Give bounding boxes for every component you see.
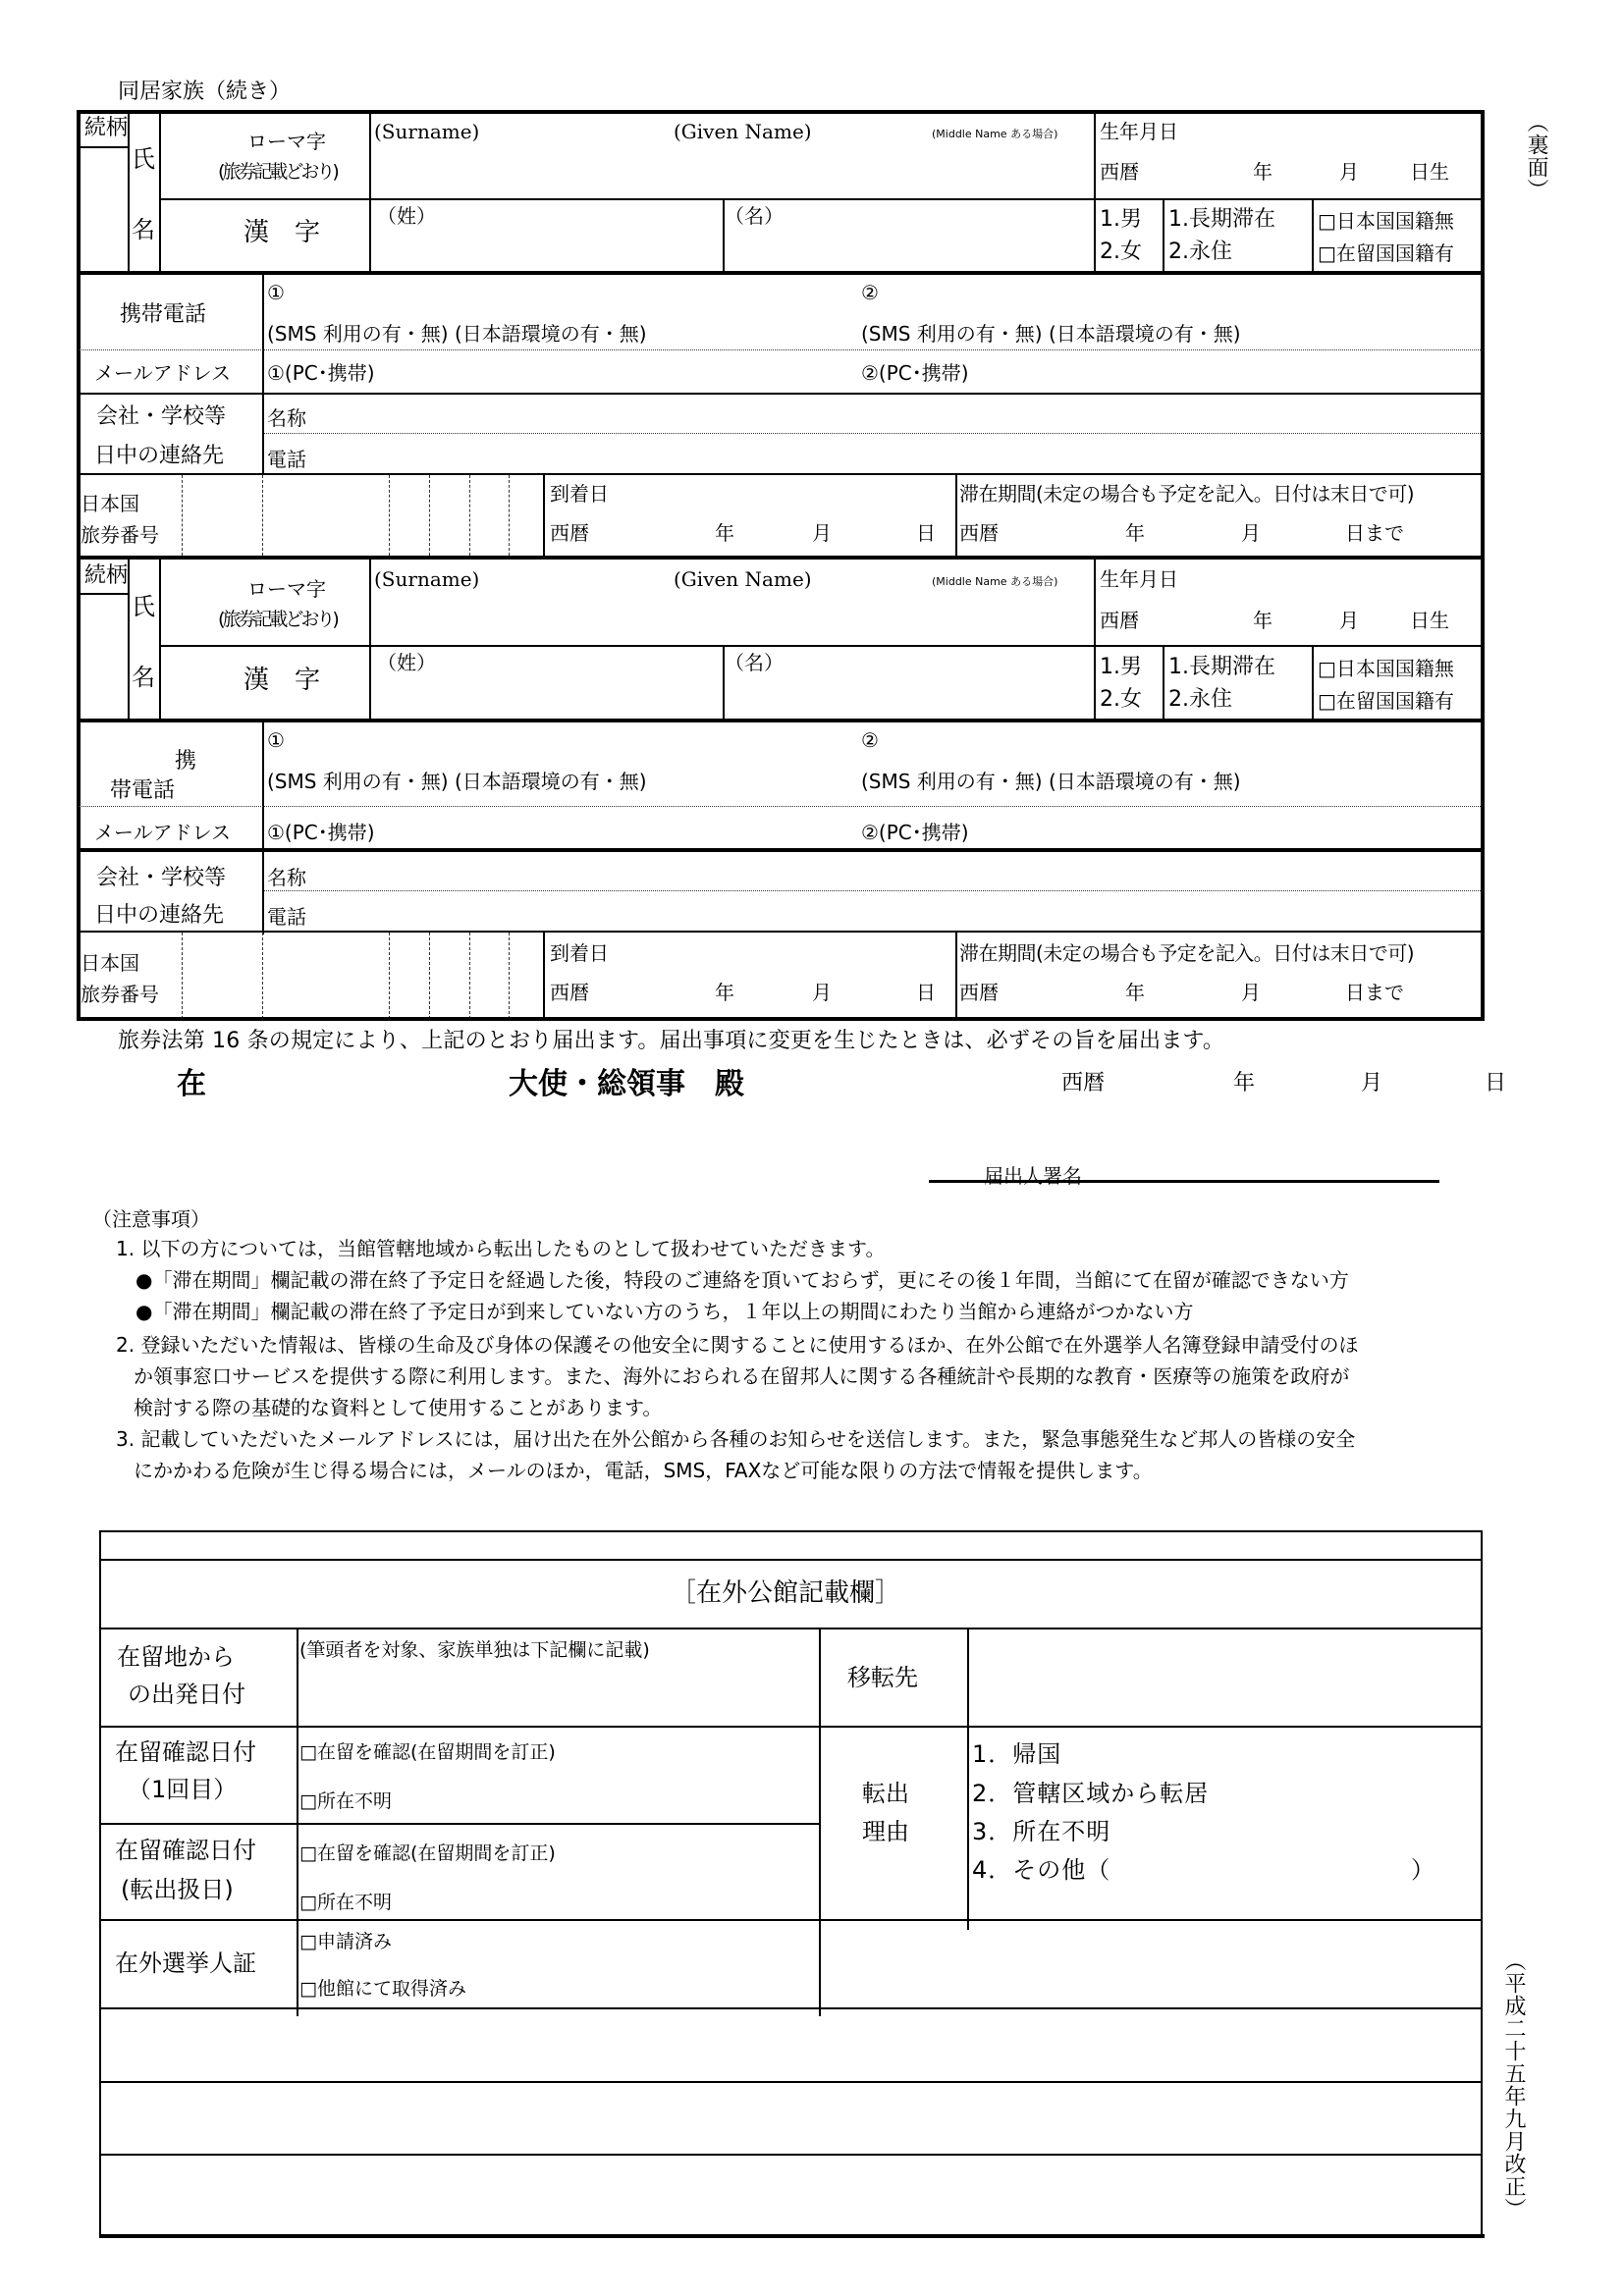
passport-label-1: 日本国 — [81, 492, 139, 515]
mei-label: （名） — [725, 204, 784, 228]
nationality-checkbox-japan-none[interactable]: □日本国国籍無 — [1318, 209, 1454, 233]
stay-option-long-term[interactable]: 1.長期滞在 — [1168, 655, 1275, 679]
company-name-input[interactable]: 名称 — [267, 866, 306, 889]
name-label-mei: 名 — [132, 664, 155, 691]
reason-option-unknown[interactable]: 3．所在不明 — [972, 1818, 1111, 1845]
kanji-label: 漢 字 — [244, 218, 321, 247]
company-name-input[interactable]: 名称 — [267, 406, 306, 430]
arrival-month: 月 — [812, 981, 832, 1004]
passport-label-1: 日本国 — [81, 951, 139, 975]
signature-label: 届出人署名 — [984, 1164, 1082, 1188]
stay-option-permanent[interactable]: 2.永住 — [1168, 240, 1232, 264]
birth-month-label: 月 — [1339, 609, 1359, 632]
office-section-title: ［在外公館記載欄］ — [671, 1578, 901, 1608]
confirm2-label-2: (転出扱日) — [121, 1876, 234, 1903]
voter-notes-input[interactable] — [823, 1923, 1479, 2005]
date-month: 月 — [1361, 1071, 1383, 1095]
period-month: 月 — [1241, 981, 1261, 1004]
mei-label: （名） — [725, 651, 784, 674]
company-label-1: 会社・学校等 — [96, 404, 227, 429]
notes-title: （注意事項） — [92, 1207, 210, 1231]
confirm2-option-confirmed[interactable]: □在留を確認(在留期間を訂正) — [299, 1842, 556, 1864]
arrival-day: 日 — [916, 981, 936, 1004]
surname-label: (Surname) — [374, 120, 480, 143]
reason-label-1: 転出 — [862, 1780, 909, 1807]
given-name-label: (Given Name) — [674, 567, 812, 591]
reason-option-return[interactable]: 1．帰国 — [972, 1740, 1062, 1768]
phone1-sms-note[interactable]: (SMS 利用の有・無) (日本語環境の有・無) — [267, 770, 647, 793]
date-day: 日 — [1485, 1071, 1507, 1095]
sex-option-female[interactable]: 2.女 — [1100, 240, 1142, 264]
relationship-label: 続柄 — [84, 116, 129, 140]
confirm1-label-1: 在留確認日付 — [115, 1738, 256, 1766]
departure-label-2: の出発日付 — [128, 1681, 245, 1708]
stay-option-long-term[interactable]: 1.長期滞在 — [1168, 207, 1275, 232]
name-label-shi: 氏 — [132, 593, 155, 620]
romaji-sublabel: (旅券記載どおり) — [218, 609, 337, 630]
mobile-label: 携帯電話 — [120, 302, 207, 327]
birth-month-label: 月 — [1339, 160, 1359, 184]
email2-input[interactable]: ②(PC･携帯) — [861, 361, 969, 385]
departure-note: (筆頭者を対象、家族単独は下記欄に記載) — [299, 1639, 650, 1661]
sex-option-male[interactable]: 1.男 — [1100, 207, 1142, 232]
birth-day-label: 日生 — [1410, 609, 1449, 632]
period-day: 日まで — [1345, 981, 1404, 1004]
voter-card-label: 在外選挙人証 — [115, 1949, 256, 1977]
company-label-1: 会社・学校等 — [96, 866, 227, 890]
sei-label: （姓） — [377, 204, 436, 228]
office-memo-row-2[interactable] — [103, 2085, 1479, 2152]
phone2-input[interactable] — [889, 277, 1468, 316]
mobile-label-part-b: 帯電話 — [110, 778, 176, 803]
nationality-checkbox-japan-none[interactable]: □日本国国籍無 — [1318, 657, 1454, 680]
reason-other-input[interactable] — [1056, 1855, 1410, 1885]
passport-label-2: 旅券番号 — [81, 983, 159, 1006]
addressee-prefix: 在 — [177, 1067, 206, 1101]
email-label: メールアドレス — [94, 821, 231, 844]
birth-day-label: 日生 — [1410, 160, 1449, 184]
confirm1-option-unknown[interactable]: □所在不明 — [299, 1790, 392, 1812]
company-label-2: 日中の連絡先 — [94, 444, 225, 468]
passport-label-2: 旅券番号 — [81, 523, 159, 547]
section-title: 同居家族（続き） — [118, 80, 292, 104]
note-bullet-2: ●「滞在期間」欄記載の滞在終了予定日が到来していない方のうち，１年以上の期間にわたり当館から連絡がつかない方 — [135, 1300, 1194, 1323]
phone1-mark: ① — [267, 728, 285, 752]
phone1-sms-note[interactable]: (SMS 利用の有・無) (日本語環境の有・無) — [267, 322, 647, 346]
passport-number-input[interactable] — [185, 934, 540, 1015]
surname-label: (Surname) — [374, 567, 480, 591]
period-seireki: 西暦 — [959, 521, 999, 545]
signature-line[interactable] — [929, 1180, 1439, 1183]
company-label-2: 日中の連絡先 — [94, 903, 225, 928]
note-item-1: 1. 以下の方については，当館管轄地域から転出したものとして扱わせていただきます。 — [116, 1237, 886, 1260]
confirm2-label-1: 在留確認日付 — [115, 1837, 256, 1864]
voter-option-other-post[interactable]: □他館にて取得済み — [299, 1978, 466, 2000]
confirm2-option-unknown[interactable]: □所在不明 — [299, 1892, 392, 1913]
kanji-given-name-input[interactable] — [727, 232, 1092, 269]
kanji-surname-input[interactable] — [373, 679, 721, 717]
destination-label: 移転先 — [847, 1664, 918, 1691]
romaji-name-input[interactable] — [373, 593, 1092, 644]
reason-option-moved[interactable]: 2．管轄区域から転居 — [972, 1780, 1210, 1807]
email-label: メールアドレス — [94, 361, 231, 385]
note-item-2-line-3: 検討する際の基礎的な資料として使用することがあります。 — [134, 1396, 663, 1419]
note-item-2-line-1: 2. 登録いただいた情報は、皆様の生命及び身体の保護その他安全に関することに使用するほか、在外公館で在外選挙人名簿登録申請受付のほ — [116, 1333, 1359, 1357]
reason-option-other[interactable]: 4．その他（ — [972, 1856, 1111, 1884]
period-year: 年 — [1125, 521, 1145, 545]
reason-other-close: ） — [1411, 1856, 1435, 1884]
phone1-mark: ① — [267, 281, 285, 304]
departure-date-input[interactable] — [300, 1669, 817, 1724]
romaji-label: ローマ字 — [247, 130, 326, 153]
company-phone-input[interactable]: 電話 — [267, 905, 306, 929]
relationship-input[interactable] — [79, 149, 128, 271]
romaji-label: ローマ字 — [247, 577, 326, 601]
email1-input[interactable]: ①(PC･携帯) — [267, 821, 375, 844]
phone1-input[interactable] — [295, 277, 844, 316]
nationality-checkbox-residence-has[interactable]: □在留国国籍有 — [1318, 689, 1454, 713]
middle-name-label: (Middle Name ある場合) — [932, 128, 1058, 140]
birth-year-label: 年 — [1253, 160, 1272, 184]
arrival-year: 年 — [715, 981, 734, 1004]
period-day: 日まで — [1345, 521, 1404, 545]
name-label-mei: 名 — [132, 216, 155, 243]
kanji-given-name-input[interactable] — [727, 679, 1092, 717]
sex-option-female[interactable]: 2.女 — [1100, 687, 1142, 712]
destination-input[interactable] — [971, 1631, 1479, 1724]
name-label-shi: 氏 — [132, 145, 155, 173]
given-name-label: (Given Name) — [674, 120, 812, 143]
addressee-suffix: 大使・総領事 殿 — [509, 1067, 744, 1101]
relationship-input[interactable] — [79, 597, 128, 719]
relationship-label: 続柄 — [84, 563, 129, 588]
company-phone-input[interactable]: 電話 — [267, 448, 306, 471]
revision-note: （平成二十五年九月改正） — [1501, 1949, 1526, 2220]
confirm1-option-confirmed[interactable]: □在留を確認(在留期間を訂正) — [299, 1741, 556, 1763]
romaji-sublabel: (旅券記載どおり) — [218, 161, 337, 183]
kanji-label: 漢 字 — [244, 666, 321, 695]
mobile-label-part-a: 携 — [175, 749, 197, 774]
birth-seireki-label: 西暦 — [1100, 609, 1139, 632]
arrival-day: 日 — [916, 521, 936, 545]
office-memo-row-1[interactable] — [103, 2011, 1479, 2079]
birthdate-label: 生年月日 — [1100, 120, 1178, 143]
period-label: 滞在期間(未定の場合も予定を記入。日付は末日で可) — [959, 941, 1415, 965]
phone2-mark: ② — [861, 281, 879, 304]
email1-input[interactable]: ①(PC･携帯) — [267, 361, 375, 385]
middle-name-label: (Middle Name ある場合) — [932, 575, 1058, 588]
kanji-surname-input[interactable] — [373, 232, 721, 269]
period-seireki: 西暦 — [959, 981, 999, 1004]
passport-number-input[interactable] — [185, 477, 540, 554]
side-label-back-page: （裏面） — [1524, 111, 1548, 201]
reason-label-2: 理由 — [862, 1818, 909, 1845]
phone2-sms-note[interactable]: (SMS 利用の有・無) (日本語環境の有・無) — [861, 770, 1241, 793]
period-year: 年 — [1125, 981, 1145, 1004]
birth-seireki-label: 西暦 — [1100, 160, 1139, 184]
declaration-text: 旅券法第 16 条の規定により、上記のとおり届出ます。届出事項に変更を生じたときは、必ずその旨を届出ます。 — [118, 1029, 1225, 1053]
note-bullet-1: ●「滞在期間」欄記載の滞在終了予定日を経過した後，特段のご連絡を頂いておらず，更にその後１年間，当館にて在留が確認できない方 — [135, 1268, 1349, 1292]
stay-option-permanent[interactable]: 2.永住 — [1168, 687, 1232, 712]
phone2-input[interactable] — [889, 724, 1468, 764]
sei-label: （姓） — [377, 651, 436, 674]
note-item-3-line-2: にかかわる危険が生じ得る場合には，メールのほか，電話，SMS，FAXなど可能な限りの方法で情報を提供します。 — [134, 1459, 1153, 1482]
date-seireki: 西暦 — [1061, 1071, 1106, 1095]
arrival-month: 月 — [812, 521, 832, 545]
email2-input[interactable]: ②(PC･携帯) — [861, 821, 969, 844]
departure-label-1: 在留地から — [117, 1643, 235, 1671]
romaji-name-input[interactable] — [373, 145, 1092, 196]
note-item-2-line-2: か領事窓口サービスを提供する際に利用します。また、海外におられる在留邦人に関する各種統計や長期的な教育・医療等の施策を政府が — [134, 1364, 1350, 1388]
office-memo-row-3[interactable] — [103, 2158, 1479, 2232]
phone1-input[interactable] — [295, 724, 844, 764]
phone2-mark: ② — [861, 728, 879, 752]
nationality-checkbox-residence-has[interactable]: □在留国国籍有 — [1318, 241, 1454, 265]
note-item-3-line-1: 3. 記載していただいたメールアドレスには，届け出た在外公館から各種のお知らせを送信します。また，緊急事態発生など邦人の皆様の安全 — [116, 1427, 1356, 1451]
arrival-label: 到着日 — [550, 482, 609, 506]
arrival-label: 到着日 — [550, 941, 609, 965]
post-location-input[interactable] — [221, 1068, 496, 1103]
birthdate-label: 生年月日 — [1100, 567, 1178, 591]
arrival-year: 年 — [715, 521, 734, 545]
voter-option-applied[interactable]: □申請済み — [299, 1931, 392, 1952]
arrival-seireki: 西暦 — [550, 981, 589, 1004]
sex-option-male[interactable]: 1.男 — [1100, 655, 1142, 679]
confirm1-label-2: （1回目） — [128, 1776, 238, 1803]
period-label: 滞在期間(未定の場合も予定を記入。日付は末日で可) — [959, 482, 1415, 506]
period-month: 月 — [1241, 521, 1261, 545]
birth-year-label: 年 — [1253, 609, 1272, 632]
phone2-sms-note[interactable]: (SMS 利用の有・無) (日本語環境の有・無) — [861, 322, 1241, 346]
arrival-seireki: 西暦 — [550, 521, 589, 545]
date-year: 年 — [1233, 1071, 1256, 1095]
